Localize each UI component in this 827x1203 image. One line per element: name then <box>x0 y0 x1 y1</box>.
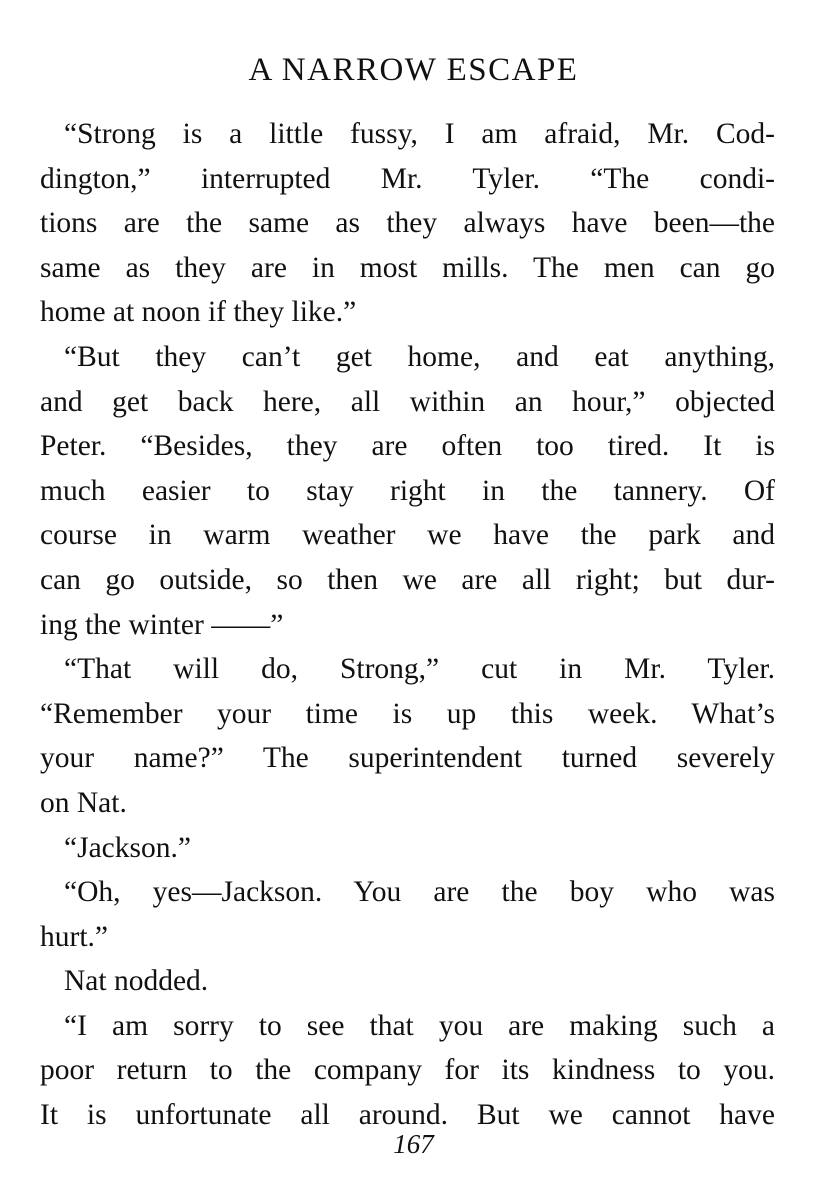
text-line: “But they can’t get home, and eat anything, <box>64 340 775 373</box>
text-line: It is unfortunate all around. But we cannot have <box>40 1099 775 1132</box>
page-number: 167 <box>393 1129 434 1159</box>
text-line: “I am sorry to see that you are making such a <box>64 1009 775 1042</box>
text-line: “Jackson.” <box>64 831 191 864</box>
text-line: Nat nodded. <box>64 965 209 998</box>
text-line: home at noon if they like.” <box>40 296 357 329</box>
running-head: A NARROW ESCAPE <box>248 52 579 88</box>
text-line: course in warm weather we have the park and <box>40 519 775 552</box>
text-line: tions are the same as they always have been—the <box>40 207 775 240</box>
text-line: much easier to stay right in the tannery. Of <box>40 474 775 507</box>
text-line: “Strong is a little fussy, I am afraid, Mr. Cod- <box>64 118 775 150</box>
text-line: “That will do, Strong,” cut in Mr. Tyler. <box>64 653 775 686</box>
body-text <box>40 112 775 1138</box>
text-line: same as they are in most mills. The men can go <box>40 251 775 284</box>
text-line: dington,” interrupted Mr. Tyler. “The condi- <box>40 162 775 195</box>
text-line: “Oh, yes—Jackson. You are the boy who was <box>64 876 775 909</box>
text-line: Peter. “Besides, they are often too tired. It is <box>40 430 775 463</box>
text-line: can go outside, so then we are all right; but dur- <box>40 563 775 596</box>
text-line: and get back here, all within an hour,” objected <box>40 385 775 418</box>
text-line: “Remember your time is up this week. What’s <box>40 697 775 730</box>
text-line: ing the winter ——” <box>40 608 284 641</box>
text-line: your name?” The superintendent turned severely <box>40 742 775 775</box>
text-line: hurt.” <box>40 920 108 953</box>
text-line: on Nat. <box>40 786 127 819</box>
text-line: poor return to the company for its kindness to you. <box>40 1054 775 1087</box>
